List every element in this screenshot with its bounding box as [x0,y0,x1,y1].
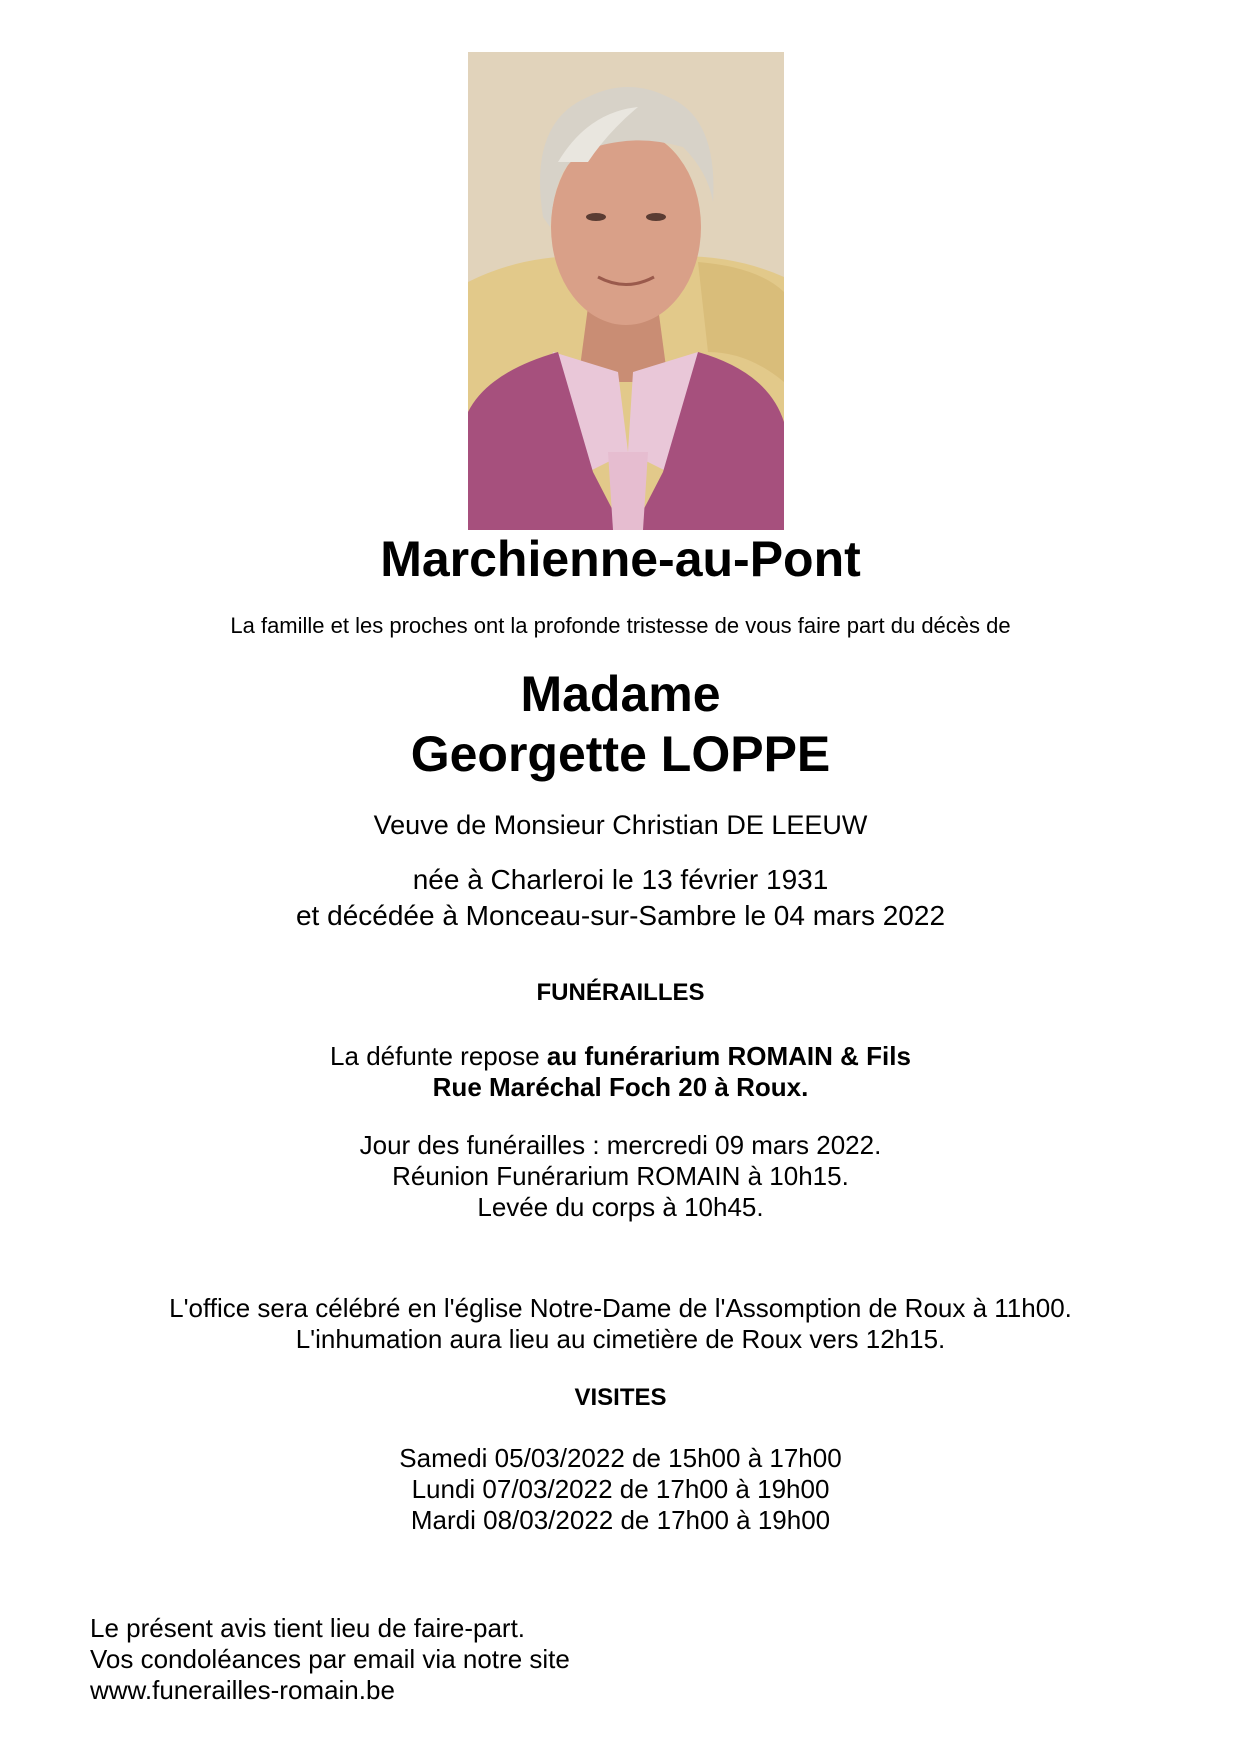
funeral-heading: FUNÉRAILLES [536,979,705,1006]
city-heading: Marchienne-au-Pont [380,531,861,587]
life-dates [0,862,1241,934]
visit-item: Mardi 08/03/2022 de 17h00 à 19h00 [410,1505,831,1535]
footer-line-2: Vos condoléances par email via notre site [90,1644,570,1674]
visit-item: Samedi 05/03/2022 de 15h00 à 17h00 [399,1443,842,1473]
funeral-levee: Levée du corps à 10h45. [477,1192,764,1222]
burial-line: L'inhumation aura lieu au cimetière de Roux vers 12h15. [295,1324,946,1354]
visits-heading: VISITES [574,1384,667,1411]
funeral-day: Jour des funérailles : mercredi 09 mars 2022. [359,1130,882,1160]
birth-line: née à Charleroi le 13 février 1931 [412,864,829,895]
deceased-name: Georgette LOPPE [410,726,831,782]
repose-place: au funérarium ROMAIN & Fils [546,1041,911,1071]
footer-note [90,1613,570,1706]
ceremony-info [0,1293,1241,1355]
death-line: et décédée à Monceau-sur-Sambre le 04 mars 2022 [295,900,946,931]
intro-text: La famille et les proches ont la profonde tristesse de vous faire part du décès de [230,613,1011,638]
repose-line [0,1041,1241,1072]
visit-item: Lundi 07/03/2022 de 17h00 à 19h00 [411,1474,830,1504]
funeral-meeting: Réunion Funérarium ROMAIN à 10h15. [392,1161,849,1191]
widow-of: Veuve de Monsieur Christian DE LEEUW [373,810,868,840]
repose-address: Rue Maréchal Foch 20 à Roux. [432,1072,809,1102]
visits-list [0,1443,1241,1536]
deceased-name-block [0,664,1241,784]
footer-website-link[interactable]: www.funerailles-romain.be [90,1675,395,1705]
footer-line-1: Le présent avis tient lieu de faire-part. [90,1613,526,1643]
portrait-photo-icon [468,52,784,530]
deceased-title: Madame [520,666,721,722]
repose-info [0,1041,1241,1103]
portrait-photo [468,52,784,530]
repose-prefix: La défunte repose [330,1041,547,1071]
funeral-schedule [0,1130,1241,1223]
office-line: L'office sera célébré en l'église Notre-Dame de l'Assomption de Roux à 11h00. [169,1293,1072,1323]
